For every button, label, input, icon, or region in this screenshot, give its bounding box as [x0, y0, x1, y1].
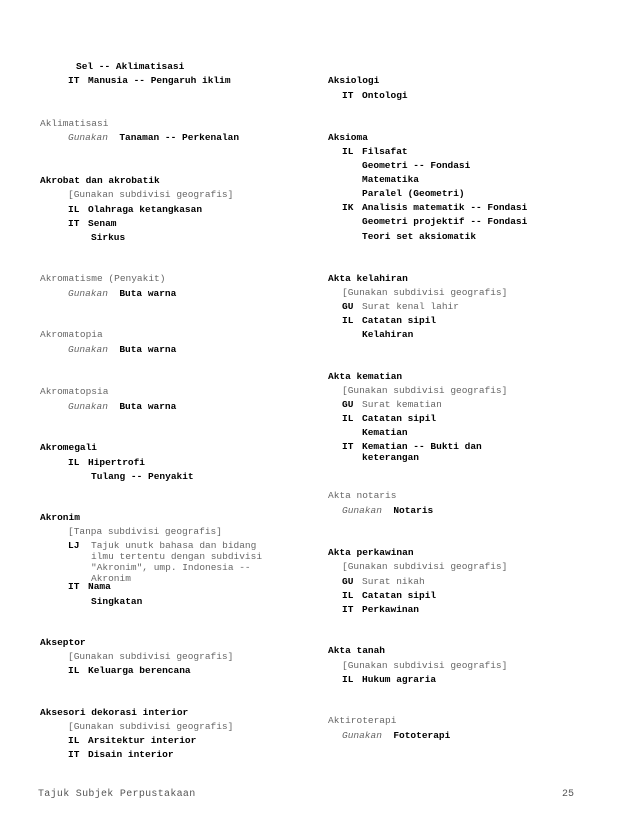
geo-note: [Gunakan subdivisi geografis]	[68, 651, 234, 662]
entry-line	[342, 674, 436, 686]
footer-title: Tajuk Subjek Perpustakaan	[38, 789, 196, 800]
geo-note: [Gunakan subdivisi geografis]	[68, 721, 234, 732]
entry-line	[342, 315, 436, 327]
heading-aksesori: Aksesori dekorasi interior	[40, 707, 189, 718]
use-line	[342, 505, 433, 517]
entry-text: Kematian -- Bukti dan	[362, 441, 482, 452]
entry-line	[342, 146, 408, 158]
code-lj: LJ	[68, 540, 80, 551]
use-target: Buta warna	[119, 401, 177, 412]
entry-line	[68, 204, 202, 216]
entry-line	[68, 735, 196, 747]
code-il: IL	[68, 735, 80, 746]
entry-text: Perkawinan	[362, 604, 420, 615]
use-line	[68, 401, 176, 413]
entry-line	[342, 301, 459, 313]
entry-line	[342, 202, 527, 214]
entry-text: Olahraga ketangkasan	[88, 204, 203, 215]
gunakan-label: Gunakan	[68, 344, 108, 355]
entry-line	[342, 399, 442, 411]
gunakan-label: Gunakan	[68, 288, 108, 299]
code-il: IL	[342, 674, 354, 685]
heading-akromatisme: Akromatisme (Penyakit)	[40, 273, 166, 284]
entry-line	[68, 581, 111, 593]
geo-note: [Gunakan subdivisi geografis]	[342, 287, 508, 298]
scope-note: Tajuk unutk bahasa dan bidang ilmu tertentu dengan subdivisi "Akronim", ump. Indonesia -- Akronim	[91, 540, 263, 584]
heading-aksioma: Aksioma	[328, 132, 368, 143]
code-it: IT	[342, 441, 354, 452]
entry-text: Nama	[88, 581, 111, 592]
geo-note: [Gunakan subdivisi geografis]	[342, 561, 508, 572]
code-gu: GU	[342, 301, 354, 312]
entry-text: Surat nikah	[362, 576, 425, 587]
entry-line	[68, 218, 117, 230]
heading-akronim: Akronim	[40, 512, 80, 523]
page-number: 25	[562, 789, 575, 800]
entry-line	[68, 75, 231, 87]
heading-akta-perkawinan: Akta perkawinan	[328, 547, 414, 558]
entry-line: Kelahiran	[362, 329, 414, 340]
entry-line: Geometri projektif -- Fondasi	[362, 216, 528, 227]
entry-text: Manusia -- Pengaruh iklim	[88, 75, 231, 86]
heading-akromatopsia: Akromatopsia	[40, 386, 109, 397]
entry-text: Catatan sipil	[362, 590, 437, 601]
use-line	[68, 344, 176, 356]
use-line	[68, 288, 176, 300]
use-target: Notaris	[393, 505, 434, 516]
geo-note: [Gunakan subdivisi geografis]	[342, 385, 508, 396]
entry-text: Surat kematian	[362, 399, 442, 410]
use-target: Fototerapi	[393, 730, 451, 741]
heading-akromegali: Akromegali	[40, 442, 98, 453]
entry-text: Ontologi	[362, 90, 408, 101]
code-il: IL	[342, 590, 354, 601]
entry-text: Senam	[88, 218, 117, 229]
entry-line	[342, 590, 436, 602]
heading-aksiologi: Aksiologi	[328, 75, 380, 86]
heading-akseptor: Akseptor	[40, 637, 86, 648]
code-il: IL	[342, 413, 354, 424]
heading-akta-kematian: Akta kematian	[328, 371, 403, 382]
entry-line: Tulang -- Penyakit	[91, 471, 194, 482]
entry-line: Kematian	[362, 427, 408, 438]
entry-line: Paralel (Geometri)	[362, 188, 465, 199]
entry-line	[342, 576, 425, 588]
entry-line	[68, 749, 174, 761]
entry-text: Filsafat	[362, 146, 408, 157]
entry-line: keterangan	[362, 452, 420, 463]
entry-text: Hipertrofi	[88, 457, 146, 468]
entry-line: Geometri -- Fondasi	[362, 160, 471, 171]
entry-text: Hukum agraria	[362, 674, 437, 685]
use-target: Buta warna	[119, 288, 177, 299]
geo-note: [Gunakan subdivisi geografis]	[342, 660, 508, 671]
entry-line	[342, 90, 408, 102]
entry-text: Catatan sipil	[362, 413, 437, 424]
code-il: IL	[68, 457, 80, 468]
use-target: Buta warna	[119, 344, 177, 355]
gunakan-label: Gunakan	[68, 401, 108, 412]
code-il: IL	[68, 204, 80, 215]
entry-line	[68, 457, 145, 469]
entry-line: Singkatan	[91, 596, 143, 607]
entry-line: Teori set aksiomatik	[362, 231, 477, 242]
code-it: IT	[68, 749, 80, 760]
geo-note: [Tanpa subdivisi geografis]	[68, 526, 222, 537]
heading-akta-tanah: Akta tanah	[328, 645, 386, 656]
entry-text: Keluarga berencana	[88, 665, 191, 676]
entry-line: Sirkus	[91, 232, 126, 243]
use-line	[342, 730, 450, 742]
entry-line: Matematika	[362, 174, 420, 185]
entry-line	[342, 604, 419, 616]
entry-text: Analisis matematik -- Fondasi	[362, 202, 528, 213]
geo-note: [Gunakan subdivisi geografis]	[68, 189, 234, 200]
code-gu: GU	[342, 399, 354, 410]
heading-akrobat: Akrobat dan akrobatik	[40, 175, 160, 186]
entry-text: Disain interior	[88, 749, 174, 760]
heading-aklimatisasi: Aklimatisasi	[40, 118, 109, 129]
code-il: IL	[68, 665, 80, 676]
code-it: IT	[342, 90, 354, 101]
code-il: IL	[342, 315, 354, 326]
code-it: IT	[68, 75, 80, 86]
gunakan-label: Gunakan	[342, 505, 382, 516]
code-gu: GU	[342, 576, 354, 587]
code-it: IT	[342, 604, 354, 615]
code-ik: IK	[342, 202, 354, 213]
heading-akta-notaris: Akta notaris	[328, 490, 397, 501]
entry-line	[68, 665, 191, 677]
heading-akta-kelahiran: Akta kelahiran	[328, 273, 408, 284]
code-it: IT	[68, 581, 80, 592]
gunakan-label: Gunakan	[342, 730, 382, 741]
use-line	[68, 132, 239, 144]
use-target: Tanaman -- Perkenalan	[119, 132, 240, 143]
entry-text: Arsitektur interior	[88, 735, 197, 746]
entry-line	[342, 413, 436, 425]
entry-text: Surat kenal lahir	[362, 301, 459, 312]
heading-akromatopia: Akromatopia	[40, 329, 103, 340]
code-it: IT	[68, 218, 80, 229]
entry-line: Sel -- Aklimatisasi	[76, 61, 185, 72]
gunakan-label: Gunakan	[68, 132, 108, 143]
entry-text: Catatan sipil	[362, 315, 437, 326]
heading-aktiroterapi: Aktiroterapi	[328, 715, 397, 726]
code-il: IL	[342, 146, 354, 157]
